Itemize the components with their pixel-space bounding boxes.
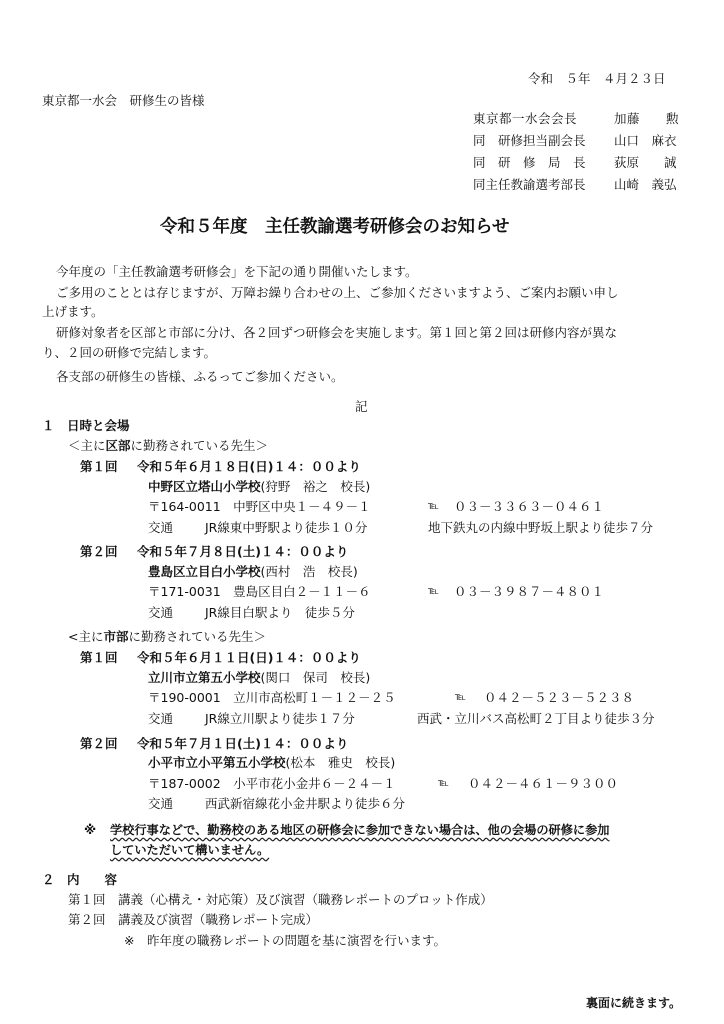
venue-address: 〒171-0031 豊島区目白２－１１－６: [148, 584, 371, 599]
access-label: 交通: [148, 605, 174, 620]
section-heading: １ 日時と会場: [42, 418, 130, 433]
continued-note: 裏面に続きます。: [586, 996, 682, 1010]
ki-label: 記: [355, 399, 368, 414]
session-label: 第２回: [80, 544, 118, 559]
note-text: 学校行事などで、勤務校のある地区の研修会に参加できない場合は、他の会場の研修に参加: [110, 823, 610, 837]
group-heading-ku: ＜主に区部に勤務されている先生＞: [68, 438, 269, 453]
content-item: 第２回 講義及び演習（職務レポート完成）: [68, 912, 319, 927]
sender-title: 同主任教諭選考部長: [473, 177, 586, 192]
date: 令和 ５年 ４月２３日: [528, 71, 666, 86]
intro-paragraph: 研修対象者を区部と市部に分け、各２回ずつ研修会を実施します。第１回と第２回は研修内容が異な: [56, 325, 618, 340]
sender-title: 東京都一水会会長: [473, 111, 578, 126]
intro-paragraph: り、２回の研修で完結します。: [42, 345, 217, 360]
intro-paragraph: ご多用のこととは存じますが、万障お繰り合わせの上、ご参加くださいますよう、ご案内お願い申し: [56, 285, 619, 300]
access-label: 交通: [148, 711, 174, 726]
venue: 中野区立塔山小学校(狩野 裕之 校長): [148, 479, 371, 494]
group-heading-shi: <主に市部に勤務されている先生＞: [68, 629, 267, 644]
venue-address: 〒190-0001 立川市高松町１－１２－２５: [148, 690, 396, 705]
content-note: ※ 昨年度の職務レポートの問題を基に演習を行います。: [124, 933, 446, 948]
sender-title: 同 研修担当副会長: [473, 133, 586, 148]
tel-icon: ℡: [428, 586, 439, 597]
venue-tel: ０４２－４６１－９３００: [468, 776, 619, 791]
note-mark: ※: [84, 822, 97, 837]
venue-tel: ０４２－５２３－５２３８: [484, 690, 635, 705]
addressee: 東京都一水会 研修生の皆様: [42, 93, 205, 108]
venue-address: 〒187-0002 小平市花小金井６－２４－１: [148, 776, 396, 791]
page-title: 令和５年度 主任教諭選考研修会のお知らせ: [160, 217, 510, 237]
intro-paragraph: 上げます。: [42, 304, 104, 319]
access-label: 交通: [148, 796, 174, 811]
sender-name: 山崎 義弘: [614, 177, 677, 192]
session-label: 第１回: [80, 650, 118, 665]
sender-name: 山口 麻衣: [614, 133, 677, 148]
access-route: JR線目白駅より 徒歩５分: [205, 605, 355, 620]
session-datetime: 令和５年７月１日(土)１４：００より: [137, 736, 349, 751]
access-route: 西武新宿線花小金井駅より徒歩６分: [205, 796, 406, 811]
intro-paragraph: 今年度の「主任教諭選考研修会」を下記の通り開催いたします。: [56, 264, 418, 279]
tel-icon: ℡: [438, 778, 449, 789]
access-label: 交通: [148, 520, 174, 535]
venue-address: 〒164-0011 中野区中央１－４９－１: [148, 499, 371, 514]
venue: 豊島区立目白小学校(西村 浩 校長): [148, 564, 358, 579]
sender-name: 荻原 誠: [614, 155, 677, 170]
access-route: JR線立川駅より徒歩１７分: [205, 711, 355, 726]
note-text: していただいて構いません。: [110, 843, 270, 857]
tel-icon: ℡: [428, 501, 439, 512]
venue-tel: ０３－３９８７－４８０１: [454, 584, 605, 599]
venue: 小平市立小平第五小学校(松本 雅史 校長): [148, 755, 396, 770]
sender-name: 加藤 勲: [614, 111, 680, 126]
session-datetime: 令和５年６月１８日(日)１４：００より: [137, 459, 361, 474]
access-route: 地下鉄丸の内線中野坂上駅より徒歩７分: [428, 520, 654, 535]
venue: 立川市立第五小学校(関口 保司 校長): [148, 670, 371, 685]
content-item: 第１回 講義（心構え・対応策）及び演習（職務レポートのプロット作成）: [68, 892, 493, 907]
sender-title: 同 研 修 局 長: [473, 155, 586, 170]
session-label: 第１回: [80, 459, 118, 474]
session-datetime: 令和５年７月８日(土)１４：００より: [137, 544, 349, 559]
venue-tel: ０３－３３６３－０４６１: [454, 499, 605, 514]
section-heading: ２ 内 容: [42, 872, 118, 887]
access-route: 西武・立川バス高松町２丁目より徒歩３分: [417, 711, 655, 726]
access-route: JR線東中野駅より徒歩１０分: [205, 520, 368, 535]
intro-paragraph: 各支部の研修生の皆様、ふるってご参加ください。: [56, 369, 344, 384]
session-datetime: 令和５年６月１１日(日)１４：００より: [137, 650, 361, 665]
tel-icon: ℡: [455, 692, 466, 703]
session-label: 第２回: [80, 736, 118, 751]
